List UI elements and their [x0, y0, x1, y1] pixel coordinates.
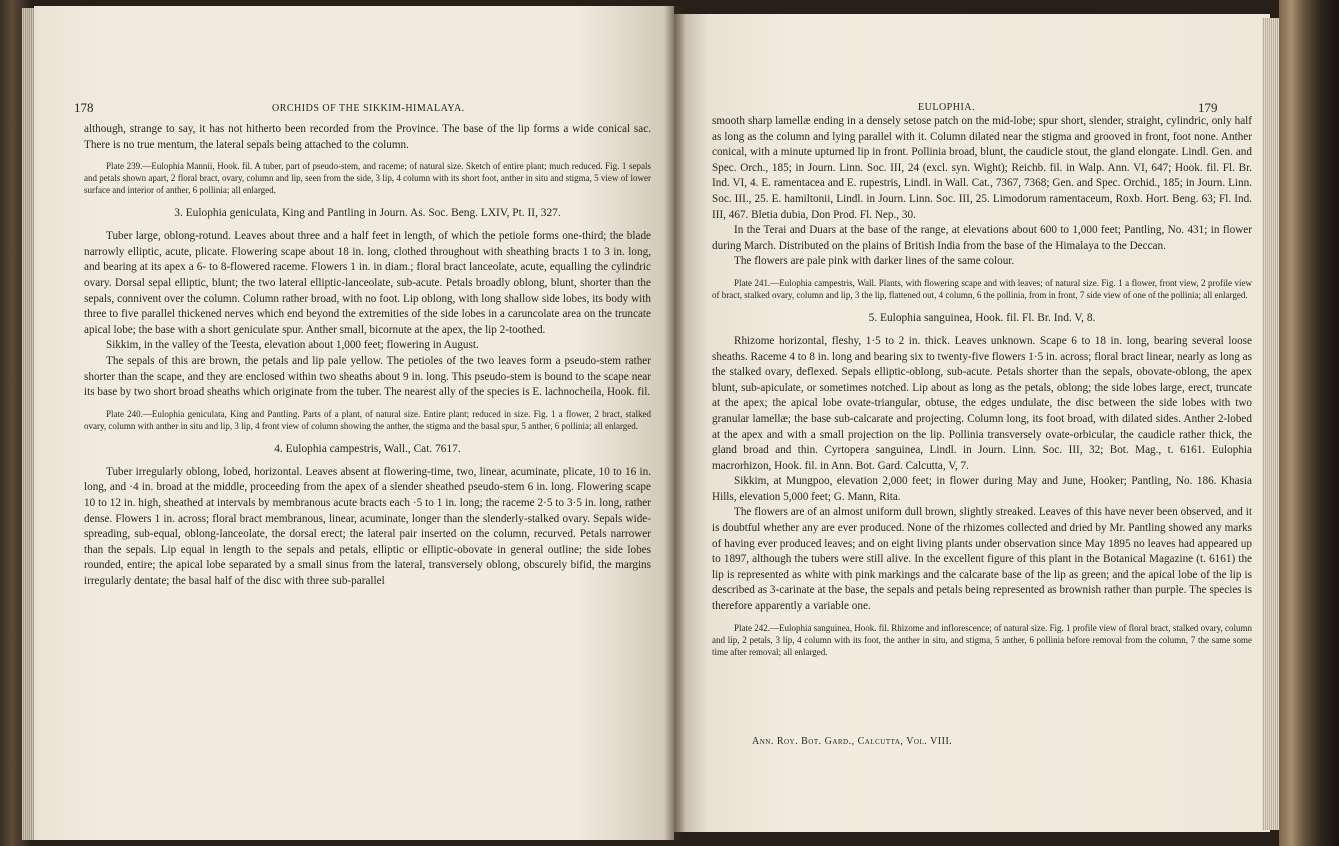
species-heading: 3. Eulophia geniculata, King and Pantling in Journ. As. Soc. Beng. LXIV, Pt. II, 327. — [174, 207, 561, 220]
plate-caption: Plate 241.—Eulophia campestris, Wall. Plants, with flowering scape and with leaves; of natural size. Fig. 1 a flower, front view, 2 profile view of bract, stalked ovary, column and lip, 3 the lip, flattened out, 4 column, 6 the pollinia, from in front, 7 side view of one of the pollinia; all enlarged. — [712, 277, 1252, 300]
paragraph: The flowers are of an almost uniform dull brown, slightly streaked. Leaves of this have never been observed, and it is doubtful whether any are ever produced. None of the rhizomes collected and dried by Mr. Pantling showed any marks of having ever produced leaves; and on eight living plants under observation since May 1895 no leaves had appeared up to 1897, although the tubers were still alive. In the excellent figure of this plant in the Botanical Magazine (t. 6161) the lip is represented as white with pink markings and the calcarate base of the lip as green; and the apical lobe of the lip is described as 3-carinate at the base, the sepals and petals being represented as brownish rather than purple. The species is therefore apparently a variable one. — [712, 506, 1252, 613]
species-heading: 4. Eulophia campestris, Wall., Cat. 7617. — [274, 442, 461, 455]
running-head-right: EULOPHIA. — [918, 102, 975, 113]
plate-caption: Plate 240.—Eulophia geniculata, King and Pantling. Parts of a plant, of natural size. Entire plant; reduced in size. Fig. 1 a flower, 2 bract, stalked ovary, column with anther in situ and lip, 3 lip, 4 front view of column showing the anther, the stigma and the basal spur, 5 anther, 6 pollinia; all enlarged. — [84, 408, 651, 431]
right-page-text — [712, 114, 1252, 658]
left-page — [34, 6, 674, 840]
paragraph: smooth sharp lamellæ ending in a densely setose patch on the mid-lobe; spur short, slender, straight, cylindric, only half as long as the column and lying parallel with it. Column dilated near the stigma and grooved in front, foot none. Anther conical, with a minute upturned lip in front. Pollinia broad, blunt, the caudicle stout, the gland elongate. Lindl. Gen. and Spec. Orch., 185; in Journ. Linn. Soc. III, 24 (excl. syn. Wight); Reichb. fil. in Walp. Ann. VI, 647; Hook. fil. Fl. Br. Ind. VI, 4. E. ramentacea and E. rupestris, Lindl. in Wall. Cat., 7367, 7368; Gen. and Spec. Orchid., 185; in Journ. Linn. Soc. III., 25. E. hamiltonii, Lindl. in Journ. Linn. Soc. III, 25. Limodorum ramentaceum, Roxb. Hort. Beng. 63; Fl. Ind. III, 467. Bletia dubia, Don Prod. Fl. Nep., 30. — [712, 115, 1252, 221]
book-cover-right — [1279, 0, 1339, 846]
paragraph: Sikkim, in the valley of the Teesta, elevation about 1,000 feet; flowering in August. — [106, 339, 479, 352]
paragraph: Tuber irregularly oblong, lobed, horizontal. Leaves absent at flowering-time, two, linear, acuminate, plicate, 10 to 16 in. long, and ·4 in. broad at the middle, proceeding from the apex of a slender sheathed pseudo-stem 6 in. long. Flowering scape 10 to 12 in. high, sheathed at intervals by membranous acute bracts each ·5 to 1 in. long; the raceme 2·5 to 3·5 in. long, rather dense. Flowers 1 in. across; floral bract membranous, linear, acuminate, longer than the slenderly-stalked ovary. Sepals wide-spreading, sub-equal, oblong-lanceolate, the dorsal erect; the lateral pair inserted on the column, recurved. Petals narrower than the sepals. Lip equal in length to the sepals and petals, elliptic or elliptic-obovate in general outline; the side lobes rounded, entire; the apical lobe separated by a small sinus from the lateral, transversely oblong, obscurely bifid, the margins irregularly dentate; the basal half of the disc with three sub-parallel — [84, 465, 651, 587]
paragraph: Rhizome horizontal, fleshy, 1·5 to 2 in. thick. Leaves unknown. Scape 6 to 18 in. long, bearing several loose sheaths. Raceme 4 to 8 in. long and bearing six to twenty-five flowers 1·5 in. across; floral bract linear, nearly as long as the stalked ovary, deflexed. Sepals elliptic-oblong, sub-acute. Petals shorter than the sepals, obovate-oblong, the apex blunt, sub-apiculate, or sometimes notched. Lip about as long as the petals, oblong; the side lobes large, erect, truncate at the apex; the apical lobe ovate-triangular, obtuse, the edges undulate, the disc between the side lobes with two granular lamellæ; the base sub-calcarate and projecting. Column long, its foot broad, with dilated sides. Anther 2-lobed at the apex and with a small projection on the lip. Pollinia transversely ovate-orbicular, the caudicle rather thick, the gland broad and thin. Cyrtopera sanguinea, Lindl. in Journ. Linn. Soc. III, 32; Bot. Mag., t. 6161. Eulophia macrorhizon, Hook. fil. in Ann. Bot. Gard. Calcutta, V, 7. — [712, 334, 1252, 472]
plate-caption: Plate 239.—Eulophia Mannii, Hook. fil. A tuber, part of pseudo-stem, and raceme; of natural size. Sketch of entire plant; much reduced. Fig. 1 sepals and petals shown apart, 2 floral bract, ovary, column and lip, seen from the side, 3 lip, 4 column with its short foot, anther in situ and stigma, 5 view of lower surface and interior of anther, 6 pollinia; all enlarged. — [84, 161, 651, 196]
paragraph: In the Terai and Duars at the base of the range, at elevations about 600 to 1,000 feet; Pantling, No. 431; in flower during March. Distributed on the plains of British India from the base of the Himalaya to the Deccan. — [712, 224, 1252, 252]
species-heading: 5. Eulophia sanguinea, Hook. fil. Fl. Br. Ind. V, 8. — [868, 311, 1096, 324]
running-head-left: ORCHIDS OF THE SIKKIM-HIMALAYA. — [272, 103, 465, 114]
plate-caption: Plate 242.—Eulophia sanguinea, Hook. fil. Rhizome and inflorescence; of natural size. Fig. 1 profile view of floral bract, stalked ovary, column and lip, 2 petals, 3 lip, 4 column with its foot, the anther in situ, and stigma, 5 anther, 6 pollinia before removal from the column, 7 the same some time after removal; all enlarged. — [712, 622, 1252, 657]
paragraph: Sikkim, at Mungpoo, elevation 2,000 feet; in flower during May and June, Hooker; Pantling, No. 186. Khasia Hills, elevation 5,000 feet; G. Mann, Rita. — [712, 475, 1252, 503]
book-gutter — [664, 6, 686, 840]
paragraph: The flowers are pale pink with darker lines of the same colour. — [734, 255, 1015, 268]
paragraph: Tuber large, oblong-rotund. Leaves about three and a half feet in length, of which the petiole forms one-third; the blade narrowly elliptic, acute, plicate. Flowering scape about 18 in. long, clothed throughout with sheathing bracts 1 to 3 in. long, and bearing at its apex a 6- to 8-flowered raceme. Flowers 1 in. in diam.; floral bract lanceolate, acute, equalling the cylindric ovary. Dorsal sepal elliptic, blunt; the two lateral elliptic-lanceolate, sub-acute. Petals broadly oblong, blunt, shorter than the sepals, connivent over the column. Column rather broad, with no foot. Lip oblong, with long shallow side lobes, its body with three to five parallel thickened nerves which end beyond the extremities of the side lobes in a caruncolate area on the truncate apical lobe; the base with a short geniculate spur. Anther small, bicornute at the apex, the lip 2-toothed. — [84, 230, 651, 336]
paragraph: The sepals of this are brown, the petals and lip pale yellow. The petioles of the two leaves form a pseudo-stem rather shorter than the scape, and they are enclosed within two sheaths about 9 in. long. This pseudo-stem is bound to the scape near its base by two short broad sheaths which originate from the tuber. The nearest ally of the species is E. lachnocheila, Hook. fil. — [84, 354, 651, 399]
paragraph: although, strange to say, it has not hitherto been recorded from the Province. The base of the lip forms a wide conical sac. There is no true mentum, the lateral sepals being attached to the column. — [84, 123, 651, 151]
journal-footer: Ann. Roy. Bot. Gard., Calcutta, Vol. VIII. — [752, 736, 953, 747]
right-page — [674, 14, 1270, 832]
page-number-right: 179 — [1198, 100, 1218, 115]
left-page-text — [84, 122, 651, 589]
page-number-left: 178 — [74, 100, 94, 115]
